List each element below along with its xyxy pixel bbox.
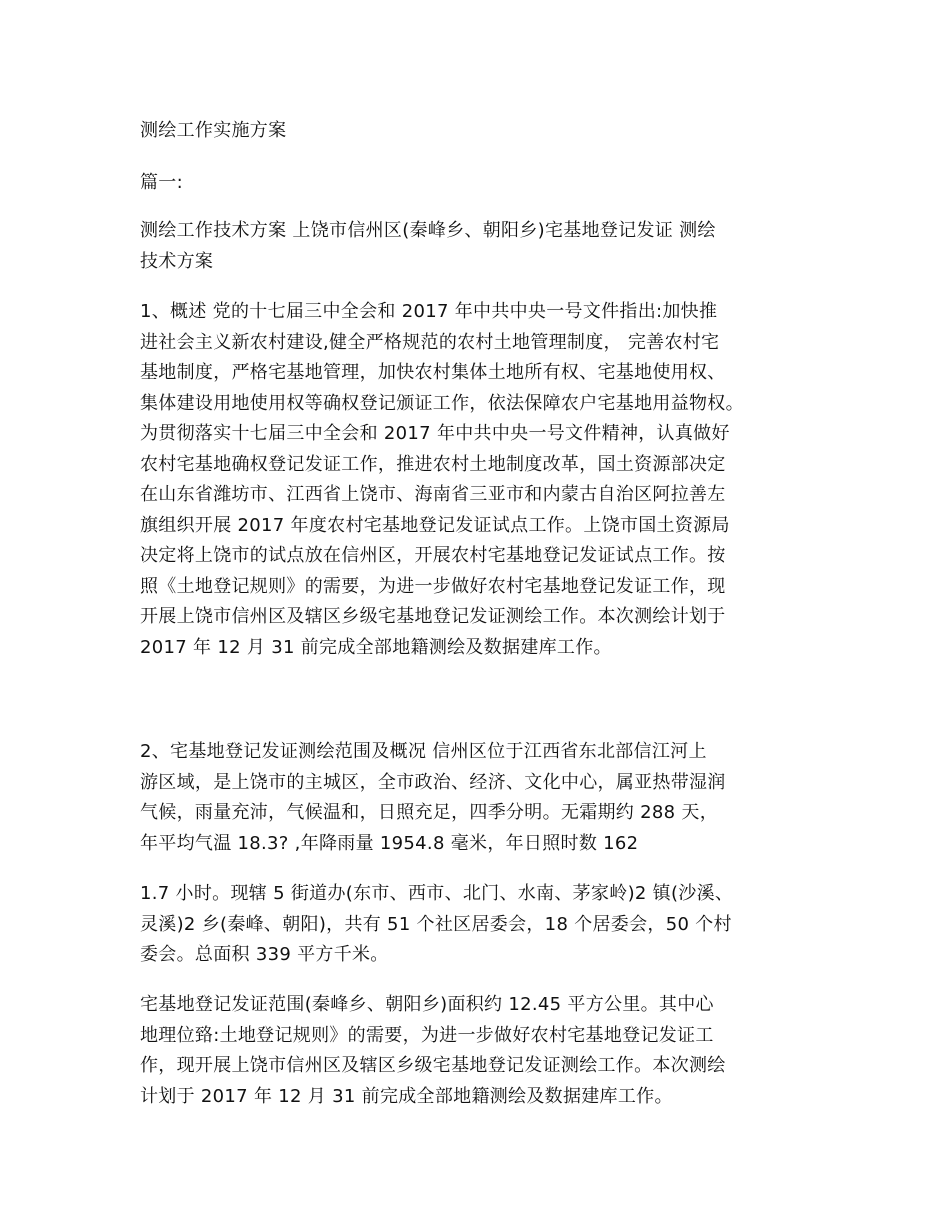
paragraph-line: 在山东省潍坊市、江西省上饶市、海南省三亚市和内蒙古自治区阿拉善左 [140, 484, 726, 505]
section-area [140, 990, 830, 1112]
document-title [140, 116, 830, 147]
heading-line: 技术方案 [140, 250, 214, 272]
heading-line: 测绘工作技术方案 上饶市信州区(秦峰乡、朝阳乡)宅基地登记发证 测绘 [140, 220, 716, 241]
paragraph-line: 1.7 小时。现辖 5 街道办(东市、西市、北门、水南、茅家岭)2 镇(沙溪、 [140, 883, 734, 904]
paragraph-line: 作，现开展上饶市信州区及辖区乡级宅基地登记发证测绘工作。本次测绘 [140, 1055, 726, 1076]
part-label [140, 168, 830, 199]
paragraph-line: 地理位臵:土地登记规则》的需要，为进一步做好农村宅基地登记发证工 [140, 1024, 714, 1046]
section-scope [140, 737, 830, 859]
paragraph-line: 灵溪)2 乡(秦峰、朝阳)，共有 51 个社区居委会，18 个居委会，50 个村 [140, 913, 732, 935]
paragraph-line: 旗组织开展 2017 年度农村宅基地登记发证试点工作。上饶市国土资源局 [140, 514, 730, 536]
section-overview [140, 297, 830, 663]
paragraph-line: 开展上饶市信州区及辖区乡级宅基地登记发证测绘工作。本次测绘计划于 [140, 606, 726, 627]
paragraph-line: 2017 年 12 月 31 前完成全部地籍测绘及数据建库工作。 [140, 636, 612, 658]
paragraph-line: 年平均气温 18.3? ,年降雨量 1954.8 毫米，年日照时数 162 [140, 832, 639, 854]
paragraph-line: 基地制度，严格宅基地管理，加快农村集体土地所有权、宅基地使用权、 [140, 362, 726, 383]
paragraph-line: 气候，雨量充沛，气候温和，日照充足，四季分明。无霜期约 288 天， [140, 802, 718, 823]
plan-heading [140, 216, 830, 277]
paragraph-line: 2、宅基地登记发证测绘范围及概况 信州区位于江西省东北部信江河上 [140, 741, 707, 762]
section-scope-continued [140, 879, 830, 971]
paragraph-line: 计划于 2017 年 12 月 31 前完成全部地籍测绘及数据建库工作。 [140, 1085, 673, 1107]
part-label-line: 篇一: [140, 172, 183, 193]
paragraph-line: 集体建设用地使用权等确权登记颁证工作，依法保障农户宅基地用益物权。 [140, 392, 744, 414]
paragraph-line: 1、概述 党的十七届三中全会和 2017 年中共中央一号文件指出:加快推 [140, 301, 718, 322]
paragraph-line: 照《土地登记规则》的需要，为进一步做好农村宅基地登记发证工作，现 [140, 575, 726, 597]
paragraph-line: 委会。总面积 339 平方千米。 [140, 944, 389, 965]
paragraph-line: 游区域，是上饶市的主城区，全市政治、经济、文化中心，属亚热带湿润 [140, 771, 726, 793]
paragraph-line: 农村宅基地确权登记发证工作，推进农村土地制度改革，国土资源部决定 [140, 453, 726, 475]
paragraph-line: 进社会主义新农村建设,健全严格规范的农村土地管理制度， 完善农村宅 [140, 331, 720, 353]
paragraph-line: 宅基地登记发证范围(秦峰乡、朝阳乡)面积约 12.45 平方公里。其中心 [140, 994, 714, 1015]
paragraph-line: 决定将上饶市的试点放在信州区，开展农村宅基地登记发证试点工作。按 [140, 545, 726, 566]
title-line: 测绘工作实施方案 [140, 120, 287, 141]
paragraph-line: 为贯彻落实十七届三中全会和 2017 年中共中央一号文件精神，认真做好 [140, 423, 730, 444]
